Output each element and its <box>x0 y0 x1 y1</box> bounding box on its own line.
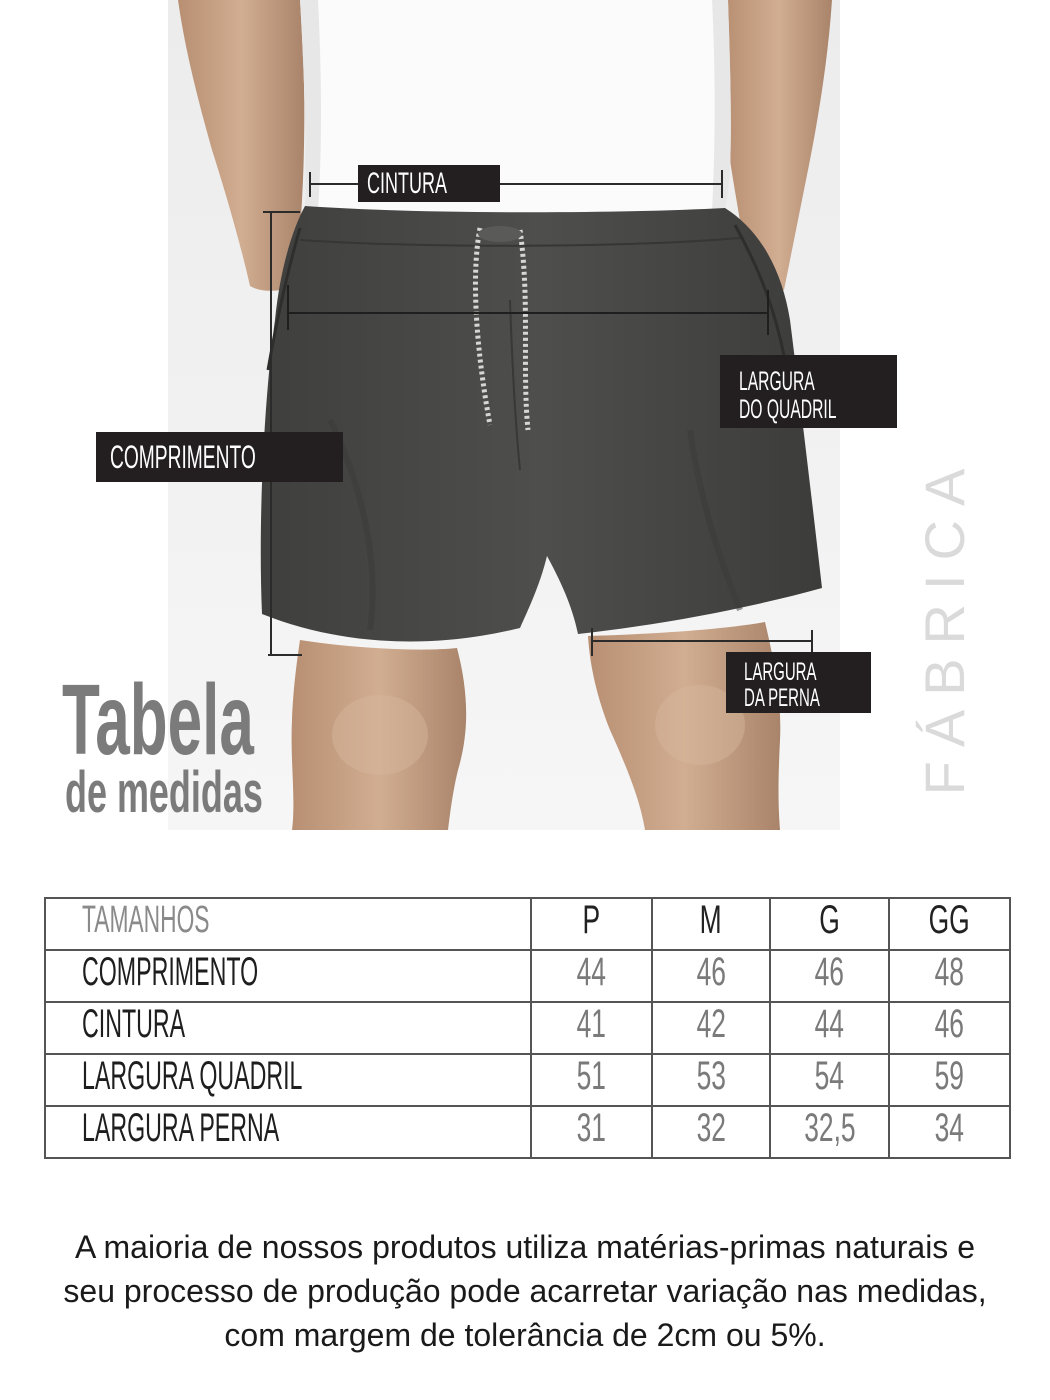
comprimento-label: COMPRIMENTO <box>110 439 256 475</box>
size-table <box>44 897 1011 1159</box>
measure-value: 54 <box>814 1053 845 1098</box>
comprimento-label-box <box>96 432 343 482</box>
measure-value: 44 <box>814 1001 845 1046</box>
largura-perna-label-line2: DA PERNA <box>744 684 820 712</box>
largura-perna-label-line1: LARGURA <box>744 658 817 686</box>
largura-quadril-label-line1: LARGURA <box>739 366 815 396</box>
page-title-line2: de medidas <box>65 760 263 825</box>
measure-value: 46 <box>934 1001 965 1046</box>
tolerance-note-line: com margem de tolerância de 2cm ou 5%. <box>224 1317 826 1353</box>
cintura-label-box <box>358 165 500 202</box>
value-cell <box>531 950 652 1002</box>
size-label: M <box>699 897 722 942</box>
value-cell <box>652 1002 770 1054</box>
header-label: TAMANHOS <box>82 899 210 941</box>
row-label: LARGURA PERNA <box>82 1105 280 1150</box>
table-row <box>45 950 1010 1002</box>
row-label: COMPRIMENTO <box>82 949 259 994</box>
measure-value: 42 <box>696 1001 726 1046</box>
value-cell <box>889 1106 1010 1158</box>
cintura-label: CINTURA <box>367 167 448 200</box>
size-label: G <box>819 897 840 942</box>
value-cell <box>770 1002 889 1054</box>
brand-watermark: FÁBRICA <box>913 454 976 796</box>
table-row <box>45 1054 1010 1106</box>
row-label-cell <box>45 950 531 1002</box>
page-title <box>62 664 371 776</box>
value-cell <box>652 1054 770 1106</box>
measure-value: 44 <box>576 949 607 994</box>
value-cell <box>770 1106 889 1158</box>
page-title-line1: Tabela <box>62 664 254 776</box>
measure-value: 53 <box>696 1053 726 1098</box>
table-row <box>45 1106 1010 1158</box>
value-cell <box>770 1054 889 1106</box>
tolerance-note-line: A maioria de nossos produtos utiliza matérias-primas naturais e <box>75 1229 975 1265</box>
row-label: LARGURA QUADRIL <box>82 1053 303 1098</box>
row-label: CINTURA <box>82 1001 186 1046</box>
value-cell <box>889 1054 1010 1106</box>
largura-quadril-label-box <box>720 355 897 428</box>
row-label-cell <box>45 1002 531 1054</box>
size-label: P <box>582 897 601 942</box>
size-label: GG <box>928 897 971 942</box>
measure-value: 48 <box>934 949 965 994</box>
value-cell <box>770 950 889 1002</box>
value-cell <box>531 1002 652 1054</box>
table-header-row <box>45 898 1010 950</box>
measure-value: 32 <box>696 1105 726 1150</box>
value-cell <box>531 1054 652 1106</box>
page-subtitle <box>65 760 384 825</box>
tolerance-note-line: seu processo de produção pode acarretar variação nas medidas, <box>63 1273 987 1309</box>
value-cell <box>531 1106 652 1158</box>
measure-value: 31 <box>576 1105 607 1150</box>
table-row <box>45 1002 1010 1054</box>
row-label-cell <box>45 1054 531 1106</box>
drawstring-knot <box>478 226 522 242</box>
value-cell <box>652 1106 770 1158</box>
measure-value: 46 <box>814 949 845 994</box>
measure-value: 51 <box>576 1053 607 1098</box>
measure-value: 32,5 <box>803 1105 856 1150</box>
value-cell <box>652 950 770 1002</box>
measure-value: 41 <box>576 1001 607 1046</box>
row-label-cell <box>45 1106 531 1158</box>
header-cell-gg <box>889 898 1010 950</box>
value-cell <box>889 950 1010 1002</box>
value-cell <box>889 1002 1010 1054</box>
measure-value: 46 <box>696 949 726 994</box>
measure-value: 34 <box>934 1105 965 1150</box>
header-cell-p <box>531 898 652 950</box>
tolerance-note <box>0 1225 1050 1357</box>
measure-value: 59 <box>934 1053 965 1098</box>
header-cell-tamanhos <box>45 898 531 950</box>
header-cell-g <box>770 898 889 950</box>
largura-perna-label-box <box>726 652 871 713</box>
largura-quadril-label-line2: DO QUADRIL <box>739 394 837 424</box>
header-cell-m <box>652 898 770 950</box>
